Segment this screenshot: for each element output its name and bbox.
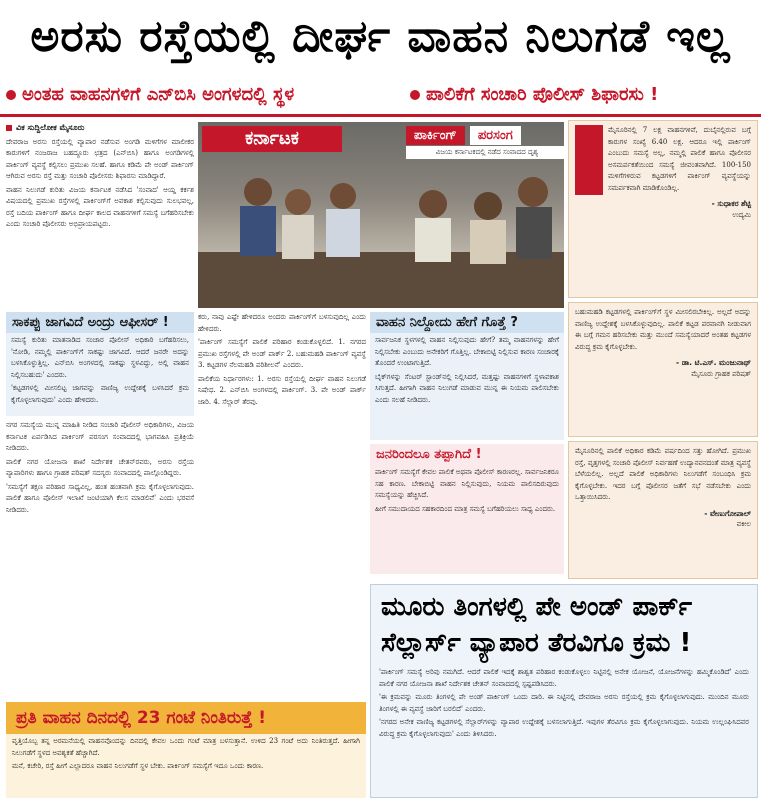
- center-paragraph: ಪಾಲಿಕೆಯ ನಿರ್ಧಾರಗಳು: 1. ಅರಸು ರಸ್ತೆಯಲ್ಲಿ ದೀರ್ಘ ವಾಹನ ನಿಲುಗಡೆ ನಿಷೇಧ. 2. ಎನ್‌ಬಿಸಿ ಅಂಗಳದಲ್ಲಿ ಪಾರ್ಕಿಂಗ್. 3. ಪೇ ಅಂಡ್ ಪಾರ್ಕ್ ಜಾರಿ. 4. ಸೆಲ್ಲಾರ್ ತೆರವು.: [198, 374, 366, 406]
- lead-paragraph: ದೇವರಾಜ ಅರಸು ರಸ್ತೆಯಲ್ಲಿ ವ್ಯಾಪಾರ ನಡೆಸುವ ಅಂಗಡಿ ಮಳಿಗೆಗಳ ಮಾಲೀಕರ ಕಾರುಗಳಿಗೆ ನಂಜರಾಜ ಬಹದ್ದೂರು ಛತ್ರದ (ಎನ್‌ಬಿಸಿ) ಹಾಗೂ ಅಂಗಡಿಗಳಲ್ಲಿ ಪಾರ್ಕಿಂಗ್ ವ್ಯವಸ್ಥೆ ಕಲ್ಪಿಸಲು ಪ್ರಮುಖ ಸಲಹೆ. ಹಾಗೂ ಕಡಿಮೆ ಪೇ ಅಂಡ್ ಪಾರ್ಕಿಂಗ್ ಆಗಿರುವ ಅರಸು ರಸ್ತೆ ಮತ್ತು ಸಂಚಾರಿ ಪೊಲೀಸರು ಶಿಫಾರಸು ಮಾಡಿದ್ದಾರೆ.: [6, 137, 194, 180]
- meeting-photo: [198, 122, 564, 308]
- section-heading: ವಾಹನ ನಿಲ್ದೋದು ಹೇಗೆ ಗೊತ್ತೆ ?: [370, 312, 564, 333]
- orange-band-paragraph: ಮನೆ, ಕಚೇರಿ, ರಸ್ತೆ ಹೀಗೆ ಎಲ್ಲಾದರೂ ವಾಹನ ನಿಲುಗಡೆಗೆ ಸ್ಥಳ ಬೇಕು. ಪಾರ್ಕಿಂಗ್ ಸಮಸ್ಯೆಗೆ ಇದೂ ಒಂದು ಕಾರಣ.: [12, 762, 264, 770]
- bigbox-paragraph: 'ಪಾರ್ಕಿಂಗ್ ಸಮಸ್ಯೆ ಅರಿವು ನಮಗಿದೆ. ಆದರೆ ಪಾಲಿಕೆ ಇದಕ್ಕೆ ಶಾಶ್ವತ ಪರಿಹಾರ ಕಂಡುಕೊಳ್ಳಲು ನಿಟ್ಟಿನಲ್ಲಿ ಅನೇಕ ಯೋಜನೆ, ಯೋಜನೆಗಳನ್ನು ಹಮ್ಮಿಕೊಂಡಿದೆ' ಎಂದು ಪಾಲಿಕೆ ನಗರ ಯೋಜನಾ ಶಾಖೆ ನಿರ್ದೇಶಕ ಚೇತನ್ ಸಂವಾದದಲ್ಲಿ ಸ್ಪಷ್ಟಪಡಿಸಿದರು.: [379, 668, 749, 688]
- section-paragraph: ಪಾರ್ಕಿಂಗ್ ಸಮಸ್ಯೆಗೆ ಕೇವಲ ಪಾಲಿಕೆ ಅಥವಾ ಪೊಲೀಸ್ ಕಾರಣರಲ್ಲ. ಸಾರ್ವಜನಿಕರೂ ಸಹ ಕಾರಣ. ಬೇಕಾಬಿಟ್ಟಿ ವಾಹನ ನಿಲ್ಲಿಸುವುದು, ನಿಯಮ ಪಾಲಿಸದಿರುವುದು ಸಮಸ್ಯೆಯನ್ನು ಹೆಚ್ಚಿಸಿದೆ.: [375, 468, 559, 499]
- left-paragraph: 'ಸಮಸ್ಯೆಗೆ ತಕ್ಷಣ ಪರಿಹಾರ ಸಾಧ್ಯವಿಲ್ಲ, ಹಂತ ಹಂತವಾಗಿ ಕ್ರಮ ಕೈಗೊಳ್ಳಲಾಗುವುದು. ಪಾಲಿಕೆ ಹಾಗೂ ಪೊಲೀಸ್ ಇಲಾಖೆ ಜಂಟಿಯಾಗಿ ಕೆಲಸ ಮಾಡಲಿವೆ' ಎಂದು ಭರವಸೆ ನೀಡಿದರು.: [6, 482, 194, 514]
- photo-tag-right: ಪರಸಂಗ: [470, 126, 521, 145]
- section-paragraph: ಸಾರ್ವಜನಿಕ ಸ್ಥಳಗಳಲ್ಲಿ ವಾಹನ ನಿಲ್ಲಿಸುವುದು ಹೇಗೆ? ತಮ್ಮ ವಾಹನಗಳನ್ನು ಹೇಗೆ ನಿಲ್ಲಿಸಬೇಕು ಎಂಬುದು ಅನೇಕರಿಗೆ ಗೊತ್ತಿಲ್ಲ. ಬೇಕಾಬಿಟ್ಟಿ ನಿಲ್ಲಿಸುವ ಕಾರಣ ಸಂಚಾರಕ್ಕೆ ತೊಂದರೆ ಉಂಟಾಗುತ್ತಿದೆ.: [375, 336, 559, 367]
- left-paragraph: ಪಾಲಿಕೆ ನಗರ ಯೋಜನಾ ಶಾಖೆ ನಿರ್ದೇಶಕ ಚೇತನ್‌ರವರು, ಅರಸು ರಸ್ತೆಯ ವ್ಯಾಪಾರಿಗಳು ಹಾಗೂ ಗ್ರಾಹಕ ಪರಿಷತ್ ಸದಸ್ಯರು ಸಂವಾದದಲ್ಲಿ ಪಾಲ್ಗೊಂಡಿದ್ದರು.: [6, 457, 194, 477]
- quote-text: ಬಹುಮಹಡಿ ಕಟ್ಟಡಗಳಲ್ಲಿ ಪಾರ್ಕಿಂಗ್‌ಗೆ ಸ್ಥಳ ಮೀಸಲಿರಬೇಕಿಲ್ಲ. ಅಲ್ಲದೆ ಅದನ್ನು ವಾಣಿಜ್ಯ ಉದ್ದೇಶಕ್ಕೆ ಬಳಸಿಕೊಳ್ಳುವುದಿಲ್ಲ. ಪಾಲಿಕೆ ಕಟ್ಟಡ ಪರವಾನಗಿ ನೀಡುವಾಗ ಈ ಬಗ್ಗೆ ಗಮನ ಹರಿಸಬೇಕು ಮತ್ತು ಮುಂದೆ ಸಮಸ್ಯೆಯಾದರೆ ಅಂತಹ ಕಟ್ಟಡಗಳ ವಿರುದ್ಧ ಕ್ರಮ ಕೈಗೊಳ್ಳಬೇಕು.: [575, 308, 751, 351]
- center-paragraph: 'ಪಾರ್ಕಿಂಗ್ ಸಮಸ್ಯೆಗೆ ಪಾಲಿಕೆ ಪರಿಹಾರ ಕಂಡುಕೊಳ್ಳಲಿದೆ. 1. ನಗರದ ಪ್ರಮುಖ ರಸ್ತೆಗಳಲ್ಲಿ ಪೇ ಅಂಡ್ ಪಾರ್ಕ್ 2. ಬಹುಮಹಡಿ ಪಾರ್ಕಿಂಗ್ ವ್ಯವಸ್ಥೆ 3. ಕಟ್ಟಡಗಳ ನೆಲಮಹಡಿ ಪರಿಶೀಲನೆ' ಎಂದರು.: [198, 338, 366, 369]
- subheads: [0, 78, 761, 112]
- quote-box-low: [568, 441, 758, 579]
- section-paragraph: ಬೈಕ್‌ಗಳನ್ನು ಸೆಂಟರ್ ಸ್ಟಾಂಡ್‌ನಲ್ಲಿ ನಿಲ್ಲಿಸಿದರೆ, ಮತ್ತಷ್ಟು ವಾಹನಗಳಿಗೆ ಸ್ಥಳಾವಕಾಶ ಸಿಗುತ್ತದೆ. ಹೀಗಾಗಿ ವಾಹನ ನಿಲುಗಡೆ ಮಾಡುವ ಮುನ್ನ ಈ ನಿಯಮ ಪಾಲಿಸಬೇಕು ಎಂದು ಸಲಹೆ ನೀಡಿದರು.: [375, 372, 559, 404]
- bullet-icon: [410, 90, 420, 100]
- photo-banner: ಕರ್ನಾಟಕ: [202, 126, 342, 152]
- section-heading: ಜನರಿಂದಲೂ ತಪ್ಪಾಗಿದೆ !: [376, 447, 482, 462]
- bigbox-heading: ಮೂರು ತಿಂಗಳಲ್ಲಿ ಪೇ ಅಂಡ್ ಪಾರ್ಕ್ ಸೆಲ್ಲಾರ್ಸ್ ವ್ಯಾಪಾರ ತೆರವಿಗೂ ಕ್ರಮ !: [381, 592, 692, 658]
- quote-text: ಮೈಸೂರಿನಲ್ಲಿ 7 ಲಕ್ಷ ವಾಹನಗಳಿವೆ, ದುಬೈನಲ್ಲಿರುವ ಬಗ್ಗೆ ಕಾರುಗಳ ಸಂಖ್ಯೆ 6.40 ಲಕ್ಷ. ಆದರೂ ಇಲ್ಲಿ ಪಾರ್ಕಿಂಗ್ ಎಂಬುದು ಸಮಸ್ಯೆ ಅಲ್ಲ, ನಮ್ಮಲ್ಲಿ ಪಾಲಿಕೆ ಹಾಗೂ ಪೊಲೀಸರ ಅಸಮರ್ಪಕತೆಯಿಂದ ಸಮಸ್ಯೆ ಜೀವಂತವಾಗಿದೆ. 100-150 ಮಳಿಗೆಗಳಿರುವ ಕಟ್ಟಡಗಳಿಗೆ ಪಾರ್ಕಿಂಗ್ ವ್ಯವಸ್ಥೆಯನ್ನು ಸಮರ್ಪಕವಾಗಿ ಮಾಡಿಕೊಂಡಿಲ್ಲ.: [608, 126, 751, 192]
- section-paragraph: ಸಮಸ್ಯೆ ಕುರಿತು ಮಾತನಾಡಿದ ಸಂಚಾರ ಪೊಲೀಸ್ ಅಧಿಕಾರಿ ಬಗೆಹರಿಸಲು, 'ನೋಡಿ, ನಮ್ಮಲ್ಲಿ ಪಾರ್ಕಿಂಗ್‌ಗೆ ಸಾಕಷ್ಟು ಜಾಗವಿದೆ. ಆದರೆ ಜನರೇ ಅದನ್ನು ಬಳಸಿಕೊಳ್ಳುತ್ತಿಲ್ಲ. ಎನ್‌ಬಿಸಿ ಅಂಗಳದಲ್ಲಿ ಸಾಕಷ್ಟು ಸ್ಥಳವಿದ್ದು, ಅಲ್ಲಿ ವಾಹನ ನಿಲ್ಲಿಸಬಹುದು' ಎಂದರು.: [11, 336, 189, 379]
- section-how-to-park: [370, 312, 564, 440]
- bigbox-paragraph: 'ನಗರದ ಅನೇಕ ವಾಣಿಜ್ಯ ಕಟ್ಟಡಗಳಲ್ಲಿ ಸೆಲ್ಲಾರ್‌ಗಳನ್ನು ವ್ಯಾಪಾರ ಉದ್ದೇಶಕ್ಕೆ ಬಳಸಲಾಗುತ್ತಿದೆ. ಇವುಗಳ ತೆರವಿಗೂ ಕ್ರಮ ಕೈಗೊಳ್ಳಲಾಗುವುದು. ನಿಯಮ ಉಲ್ಲಂಘಿಸಿದವರ ವಿರುದ್ಧ ಕ್ರಮ ಕೈಗೊಳ್ಳಲಾಗುವುದು' ಎಂದು ತಿಳಿಸಿದರು.: [379, 718, 749, 738]
- photo-tag: [406, 124, 521, 143]
- quote-text: ಮೈಸೂರಿನಲ್ಲಿ ಪಾಲಿಕೆ ಅಧಿಕಾರ ಕಡಿಮೆ ವರ್ಷದಿಂದ ಸತ್ತು ಹೋಗಿದೆ. ಪ್ರಮುಖ ರಸ್ತೆ, ವೃತ್ತಗಳಲ್ಲಿ ಸಂಚಾರಿ ಪೊಲೀಸ್ ನಿರ್ವಹಣೆ ಉದ್ಯಾನವನದಂತೆ ಮಾತ್ರ ವ್ಯವಸ್ಥೆ ಬೆಳೆಯಲಿಲ್ಲ. ಅಲ್ಲದೆ ಪಾಲಿಕೆ ಅಧಿಕಾರಿಗಳು ನಿಲುಗಡೆಗೆ ಸಂಬಂಧಿಸಿ ಕ್ರಮ ಕೈಗೊಳ್ಳಬೇಕು. ಇದರ ಬಗ್ಗೆ ಪೊಲೀಸರ ಜತೆಗೆ ಸಭೆ ನಡೆಸಬೇಕು ಎಂದು ಒತ್ತಾಯಿಸಿದರು.: [575, 447, 751, 501]
- quote-signature: - ಸುಧಾಕರ ಶೆಟ್ಟಿ ಉದ್ಯಮಿ: [711, 199, 751, 219]
- orange-band-heading: ಪ್ರತಿ ವಾಹನ ದಿನದಲ್ಲಿ 23 ಗಂಟೆ ನಿಂತಿರುತ್ತೆ !: [6, 702, 366, 734]
- photo-caption: ವಿಜಯ ಕರ್ನಾಟಕದಲ್ಲಿ ನಡೆದ ಸಂವಾದದ ದೃಶ್ಯ: [406, 146, 564, 159]
- subhead-right: ಪಾಲಿಕೆಗೆ ಸಂಚಾರಿ ಪೊಲೀಸ್ ಶಿಫಾರಸು !: [410, 84, 658, 105]
- lead-paragraph: ವಾಹನ ನಿಲುಗಡೆ ಕುರಿತು ವಿಜಯ ಕರ್ನಾಟಕ ನಡೆಸಿದ 'ಸಂವಾದ' ಆಯ್ದ ಕರ್ಕಶ ವಿಷಯದಲ್ಲಿ ಪ್ರಮುಖ ರಸ್ತೆಗಳಲ್ಲಿ ಪಾರ್ಕಿಂಗ್‌ಗೆ ಅವಕಾಶ ಕಲ್ಪಿಸುವುದು ಸುಲಭವಲ್ಲ, ರಸ್ತೆ ಬದಿಯ ಪಾರ್ಕಿಂಗ್ ಹಾಗೂ ದೀರ್ಘ ಕಾಲದ ವಾಹನಗಳಿಗೆ ಸಮಸ್ಯೆ ಬಗೆಹರಿಸಬೇಕು ಎಂದು ಸಂಚಾರಿ ಪೊಲೀಸರು ಅಭಿಪ್ರಾಯಪಟ್ಟರು.: [6, 185, 194, 228]
- headline: ಅರಸು ರಸ್ತೆಯಲ್ಲಿ ದೀರ್ಘ ವಾಹನ ನಿಲುಗಡೆ ಇಲ್ಲ: [30, 11, 731, 62]
- lead-article: [6, 122, 194, 310]
- byline-marker-icon: [6, 125, 12, 131]
- center-paragraph: ಕರು, ನಾವು ಎಷ್ಟೇ ಹೇಳಿದರೂ ಅಂದರು ಪಾರ್ಕಿಂಗ್‌ಗೆ ಬಳಸುವುದಿಲ್ಲ ಎಂದು ಹೇಳಿದರು.: [198, 313, 366, 333]
- left-article: [6, 420, 194, 698]
- section-heading: ಸಾಕಪ್ಪು ಜಾಗವಿದೆ ಅಂದ್ರು ಆಫೀಸರ್ !: [6, 312, 194, 333]
- center-article: [198, 312, 366, 602]
- section-people-fault: [370, 444, 564, 574]
- byline: ವಿಕ ಸುದ್ದಿಲೋಕ ಮೈಸೂರು: [6, 122, 194, 134]
- left-paragraph: ನಗರ ಸಮಸ್ಯೆಯ ಮುನ್ನ ಮಾಹಿತಿ ನೀಡಿದ ಸಂಚಾರಿ ಪೊಲೀಸ್ ಅಧಿಕಾರಿಗಳು, ವಿಜಯ ಕರ್ನಾಟಕ ಏರ್ಪಡಿಸಿದ ಪಾರ್ಕಿಂಗ್ ಪರಸಂಗ ಸಂವಾದದಲ್ಲಿ ಭಾಗವಹಿಸಿ ಪ್ರತಿಕ್ರಿಯೆ ನೀಡಿದರು.: [6, 421, 194, 452]
- section-paragraph: ಹೀಗೆ ಸಮುದಾಯದ ಸಹಕಾರದಿಂದ ಮಾತ್ರ ಸಮಸ್ಯೆ ಬಗೆಹರಿಯಲು ಸಾಧ್ಯ ಎಂದರು.: [375, 504, 556, 513]
- quote-signature: - ಡಾ. ಟಿ.ಎಸ್. ಮಂಜುನಾಥ್ ಮೈಸೂರು ಗ್ರಾಹಕ ಪರಿಷತ್: [675, 358, 751, 378]
- subhead-left: ಅಂತಹ ವಾಹನಗಳಿಗೆ ಎನ್‌ಬಿಸಿ ಅಂಗಳದಲ್ಲಿ ಸ್ಥಳ: [6, 84, 294, 105]
- quote-box-top: [568, 120, 758, 298]
- section-officer: [6, 312, 194, 416]
- orange-band-paragraph: ವೃತ್ತಿಯೊಬ್ಬ ತನ್ನ ಅರಮನೆಯಲ್ಲಿ ವಾಹನವೊಂದನ್ನು ದಿನದಲ್ಲಿ ಕೇವಲ ಒಂದು ಗಂಟೆ ಮಾತ್ರ ಬಳಸುತ್ತಾನೆ. ಉಳಿದ 23 ಗಂಟೆ ಅದು ನಿಂತಿರುತ್ತದೆ. ಹೀಗಾಗಿ ನಿಲುಗಡೆಗೆ ಸ್ಥಳದ ಅವಶ್ಯಕತೆ ಹೆಚ್ಚಾಗಿದೆ.: [12, 737, 360, 757]
- vehicle-hours-box: [6, 702, 366, 798]
- pay-and-park-box: [370, 584, 758, 798]
- bigbox-paragraph: 'ಈ ಕ್ರಮವನ್ನು ಮೂರು ತಿಂಗಳಲ್ಲಿ ಪೇ ಅಂಡ್ ಪಾರ್ಕಿಂಗ್ ಒಂದು ದಾರಿ. ಈ ನಿಟ್ಟಿನಲ್ಲಿ ದೇವರಾಜ ಅರಸು ರಸ್ತೆಯಲ್ಲಿ ಕ್ರಮ ಕೈಗೊಳ್ಳಲಾಗುವುದು. ಮುಂದಿನ ಮೂರು ತಿಂಗಳಲ್ಲಿ ಈ ವ್ಯವಸ್ಥೆ ಜಾರಿಗೆ ಬರಲಿದೆ' ಎಂದರು.: [379, 693, 749, 713]
- quote-marker-icon: [575, 125, 603, 195]
- bullet-icon: [6, 90, 16, 100]
- quote-signature: - ವೇಣುಗೋಪಾಲ್ ವಕೀಲ: [704, 508, 751, 528]
- quote-box-mid: [568, 302, 758, 437]
- photo-tag-left: ಪಾರ್ಕಿಂಗ್: [406, 126, 465, 145]
- section-paragraph: 'ಕಟ್ಟಡಗಳಲ್ಲಿ ಮೀಸಲಿಟ್ಟ ಜಾಗವನ್ನು ವಾಣಿಜ್ಯ ಉದ್ದೇಶಕ್ಕೆ ಬಳಸಿದರೆ ಕ್ರಮ ಕೈಗೊಳ್ಳಲಾಗುವುದು' ಎಂದು ಹೇಳಿದರು.: [11, 384, 189, 404]
- divider: [0, 114, 761, 117]
